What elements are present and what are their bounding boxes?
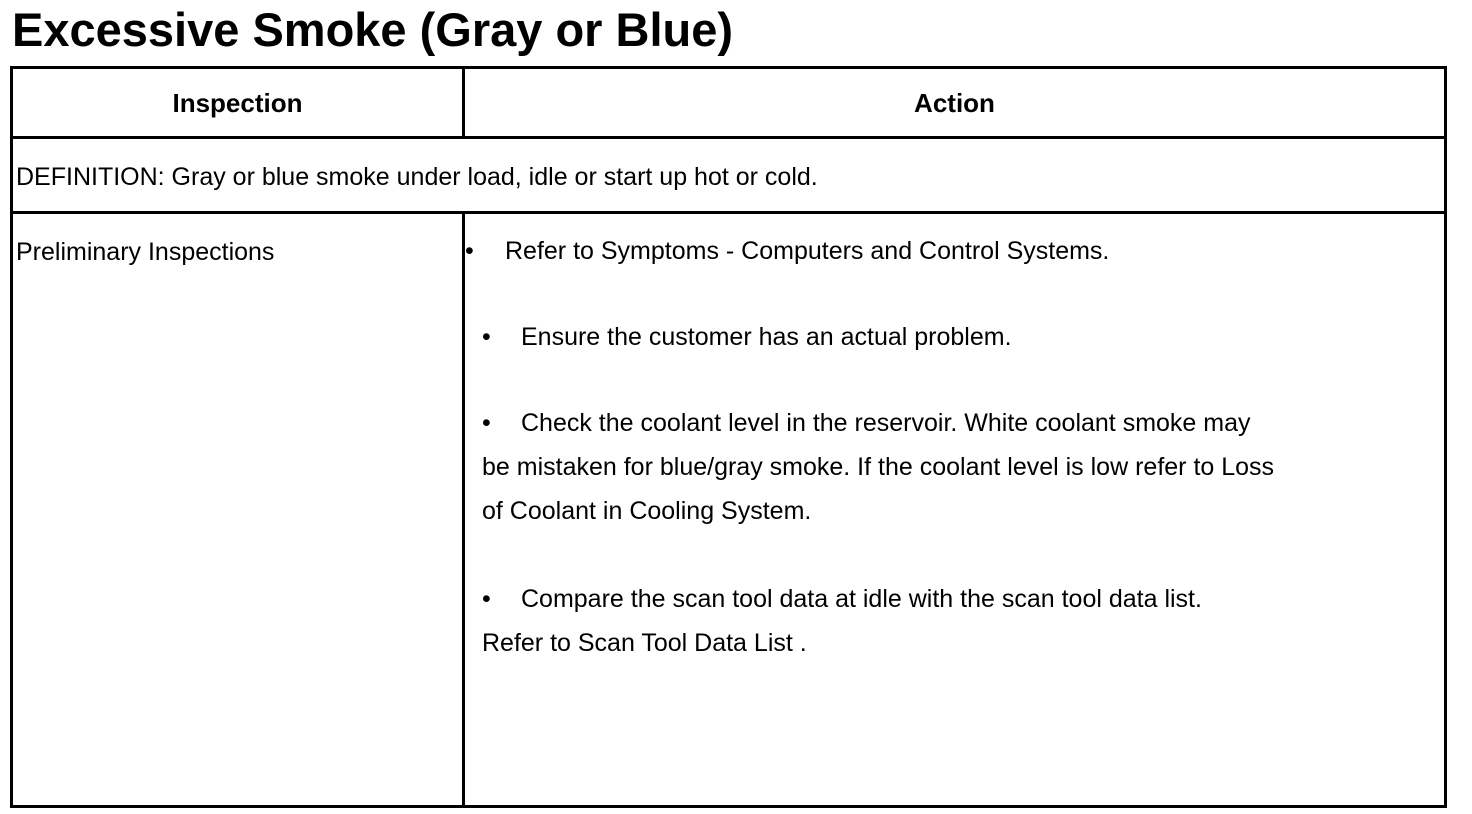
action-line: Ensure the customer has an actual problem. [521,323,1012,351]
page-title: Excessive Smoke (Gray or Blue) [12,3,734,56]
action-line-row [482,489,1274,533]
inspection-cell: Preliminary Inspections [16,238,275,266]
action-item [482,577,1202,665]
bullet-icon: • [482,585,491,613]
column-divider-header [462,69,465,138]
bullet-icon: • [465,237,474,265]
action-line: Check the coolant level in the reservoir. White coolant smoke may [521,409,1251,437]
bullet-icon: • [482,409,491,437]
action-item [482,401,1274,533]
action-item [482,315,1012,359]
definition-text: DEFINITION: Gray or blue smoke under load, idle or start up hot or cold. [16,163,818,191]
action-line: Compare the scan tool data at idle with the scan tool data list. [521,585,1202,613]
action-line-row [482,401,1274,445]
bullet-icon: • [482,323,491,351]
definition-divider [13,211,1444,214]
header-divider [13,136,1444,139]
action-line: Refer to Symptoms - Computers and Control Systems. [505,237,1110,265]
header-action: Action [914,88,995,118]
action-item [465,229,1109,273]
action-line-row [482,577,1202,621]
action-line: Refer to Scan Tool Data List . [482,629,807,657]
action-line: be mistaken for blue/gray smoke. If the coolant level is low refer to Loss [482,453,1275,481]
inspection-table [10,66,1447,808]
column-divider-body [462,214,465,805]
header-inspection: Inspection [172,88,303,118]
action-line: of Coolant in Cooling System. [482,497,812,525]
action-line-row [482,445,1274,489]
action-line-row [482,621,1202,665]
